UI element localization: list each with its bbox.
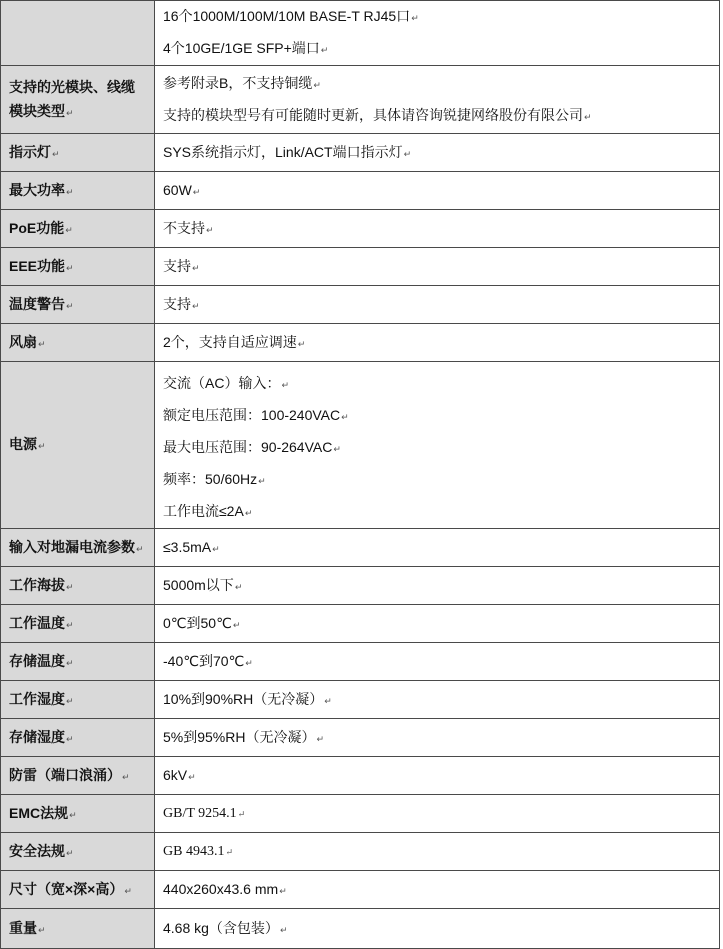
- paragraph-mark: ↵: [225, 846, 233, 857]
- paragraph-mark: ↵: [66, 733, 74, 744]
- paragraph-mark: ↵: [38, 441, 46, 451]
- spec-row: [1, 172, 720, 210]
- spec-value-cell: [155, 172, 720, 210]
- paragraph-mark: ↵: [245, 657, 253, 668]
- paragraph-mark: ↵: [65, 224, 73, 235]
- spec-value-text: -40℃到70℃: [163, 652, 245, 669]
- spec-value-line: [163, 100, 711, 132]
- spec-value-cell: [155, 567, 720, 605]
- spec-row: [1, 134, 720, 172]
- spec-value-line: [163, 400, 711, 432]
- paragraph-mark: ↵: [66, 186, 74, 197]
- spec-label: 工作海拔: [9, 576, 65, 593]
- spec-row: [1, 833, 720, 871]
- spec-label: 最大功率: [9, 181, 65, 198]
- spec-label: 风扇: [9, 333, 37, 350]
- spec-value-line: [163, 327, 711, 359]
- spec-label: 尺寸（宽×深×高）: [9, 880, 124, 897]
- spec-label-cell: [1, 1, 155, 66]
- spec-value-text: 最大电压范围：90-264VAC: [163, 439, 333, 455]
- paragraph-mark: ↵: [52, 148, 60, 159]
- spec-value-text: 不支持: [163, 219, 205, 236]
- spec-value-line: [163, 368, 711, 400]
- spec-value-text: 60W: [163, 181, 192, 198]
- paragraph-mark: ↵: [192, 300, 200, 311]
- spec-label-cell: [1, 172, 155, 210]
- spec-label-cell: [1, 362, 155, 529]
- spec-label: 支持的光模块、线缆模块类型: [9, 78, 135, 119]
- spec-value-text: ≤3.5mA: [163, 538, 212, 555]
- spec-value-line: [163, 464, 711, 496]
- spec-label-cell: [1, 795, 155, 833]
- spec-value-text: 交流（AC）输入：: [163, 375, 281, 391]
- spec-value-text: 4个10GE/1GE SFP+端口: [163, 40, 320, 56]
- spec-value-line: [163, 432, 711, 464]
- spec-label: 指示灯: [9, 143, 51, 160]
- paragraph-mark: ↵: [324, 695, 332, 706]
- paragraph-mark: ↵: [38, 924, 46, 935]
- paragraph-mark: ↵: [66, 847, 74, 858]
- spec-value-cell: [155, 286, 720, 324]
- paragraph-mark: ↵: [320, 45, 329, 55]
- spec-row: [1, 605, 720, 643]
- spec-value-text: GB 4943.1: [163, 843, 225, 859]
- paragraph-mark: ↵: [66, 657, 74, 668]
- spec-label-cell: [1, 643, 155, 681]
- paragraph-mark: ↵: [66, 695, 74, 706]
- spec-value-cell: [155, 871, 720, 909]
- spec-table-body: [1, 1, 720, 949]
- spec-label-cell: [1, 529, 155, 567]
- spec-row: [1, 529, 720, 567]
- paragraph-mark: ↵: [212, 543, 220, 554]
- spec-value-cell: [155, 210, 720, 248]
- paragraph-mark: ↵: [237, 808, 246, 819]
- spec-value-line: [163, 646, 711, 678]
- spec-value-cell: [155, 643, 720, 681]
- spec-value-cell: [155, 248, 720, 286]
- spec-row: [1, 681, 720, 719]
- spec-label-cell: [1, 210, 155, 248]
- spec-value-cell: [155, 833, 720, 871]
- spec-value-text: 440x260x43.6 mm: [163, 880, 279, 897]
- paragraph-mark: ↵: [69, 809, 77, 820]
- spec-label-cell: [1, 757, 155, 795]
- spec-label-cell: [1, 248, 155, 286]
- spec-value-cell: [155, 757, 720, 795]
- paragraph-mark: ↵: [341, 412, 349, 422]
- spec-value-line: [163, 570, 711, 602]
- paragraph-mark: ↵: [66, 107, 74, 118]
- spec-label-cell: [1, 909, 155, 949]
- spec-value-text: 频率：50/60Hz: [163, 471, 258, 487]
- spec-row: [1, 567, 720, 605]
- paragraph-mark: ↵: [124, 885, 132, 896]
- spec-value-cell: [155, 66, 720, 134]
- spec-value-line: [163, 251, 711, 283]
- spec-value-line: [163, 532, 711, 564]
- spec-value-line: [163, 608, 711, 640]
- paragraph-mark: ↵: [188, 771, 196, 782]
- spec-value-cell: [155, 324, 720, 362]
- paragraph-mark: ↵: [313, 79, 321, 90]
- spec-label-cell: [1, 324, 155, 362]
- spec-value-text: 4.68 kg（含包装）: [163, 919, 279, 936]
- spec-label-cell: [1, 567, 155, 605]
- spec-value-cell: [155, 529, 720, 567]
- spec-value-cell: [155, 605, 720, 643]
- spec-row: [1, 643, 720, 681]
- spec-row: [1, 324, 720, 362]
- paragraph-mark: ↵: [192, 262, 200, 273]
- spec-label: 安全法规: [9, 842, 65, 859]
- spec-value-text: GB/T 9254.1: [163, 805, 237, 821]
- spec-label: 重量: [9, 919, 37, 936]
- spec-label-cell: [1, 66, 155, 134]
- spec-label-cell: [1, 833, 155, 871]
- spec-value-line: [163, 799, 711, 829]
- spec-label: 工作湿度: [9, 690, 65, 707]
- spec-value-text: 5%到95%RH（无冷凝）: [163, 728, 316, 745]
- spec-label: 工作温度: [9, 614, 65, 631]
- spec-value-text: 支持: [163, 295, 191, 312]
- spec-value-line: [163, 68, 711, 100]
- spec-row: [1, 795, 720, 833]
- spec-row: [1, 362, 720, 529]
- paragraph-mark: ↵: [136, 543, 144, 554]
- paragraph-mark: ↵: [403, 148, 412, 159]
- spec-label: 防雷（端口浪涌）: [9, 766, 121, 783]
- spec-value-text: 参考附录B，不支持铜缆: [163, 74, 313, 91]
- spec-label: EEE功能: [9, 257, 66, 274]
- spec-value-line: [163, 837, 711, 867]
- paragraph-mark: ↵: [232, 619, 241, 630]
- paragraph-mark: ↵: [244, 508, 253, 518]
- spec-value-text: 5000m以下: [163, 576, 234, 593]
- spec-value-cell: [155, 909, 720, 949]
- spec-value-cell: [155, 134, 720, 172]
- spec-value-line: [163, 874, 711, 906]
- spec-label: 存储湿度: [9, 728, 65, 745]
- paragraph-mark: ↵: [297, 338, 306, 349]
- paragraph-mark: ↵: [38, 338, 46, 349]
- spec-label-cell: [1, 871, 155, 909]
- spec-value-line: [163, 33, 711, 65]
- spec-value-cell: [155, 719, 720, 757]
- spec-row: [1, 248, 720, 286]
- spec-value-text: 0℃到50℃: [163, 614, 232, 631]
- spec-value-text: SYS系统指示灯，Link/ACT端口指示灯: [163, 143, 403, 160]
- spec-value-line: [163, 213, 711, 245]
- spec-row: [1, 286, 720, 324]
- paragraph-mark: ↵: [66, 300, 74, 311]
- spec-row: [1, 719, 720, 757]
- spec-value-text: 10%到90%RH（无冷凝）: [163, 690, 324, 707]
- paragraph-mark: ↵: [279, 885, 287, 896]
- spec-label: 温度警告: [9, 295, 65, 312]
- paragraph-mark: ↵: [333, 444, 341, 454]
- spec-value-line: [163, 684, 711, 716]
- spec-value-text: 16个1000M/100M/10M BASE-T RJ45口: [163, 8, 411, 24]
- paragraph-mark: ↵: [206, 224, 214, 235]
- paragraph-mark: ↵: [122, 771, 130, 782]
- spec-value-line: [163, 175, 711, 207]
- spec-label: PoE功能: [9, 219, 65, 236]
- spec-value-line: [163, 722, 711, 754]
- spec-row: [1, 1, 720, 66]
- spec-value-text: 支持的模块型号有可能随时更新，具体请咨询锐捷网络股份有限公司: [163, 106, 583, 123]
- spec-value-cell: [155, 681, 720, 719]
- paragraph-mark: ↵: [66, 262, 74, 273]
- paragraph-mark: ↵: [66, 619, 74, 630]
- spec-label: 输入对地漏电流参数: [9, 538, 135, 555]
- spec-label: EMC法规: [9, 804, 69, 821]
- spec-value-text: 工作电流≤2A: [163, 503, 244, 519]
- spec-value-text: 6kV: [163, 766, 188, 783]
- spec-value-text: 2个，支持自适应调速: [163, 333, 297, 350]
- spec-row: [1, 909, 720, 949]
- spec-value-line: [163, 760, 711, 792]
- spec-label-cell: [1, 134, 155, 172]
- paragraph-mark: ↵: [279, 924, 288, 935]
- spec-label-cell: [1, 605, 155, 643]
- spec-row: [1, 757, 720, 795]
- spec-value-text: 额定电压范围：100-240VAC: [163, 407, 341, 423]
- spec-value-line: [163, 913, 711, 945]
- spec-row: [1, 66, 720, 134]
- spec-label: 电源: [9, 436, 37, 452]
- spec-value-cell: [155, 795, 720, 833]
- spec-value-line: [163, 1, 711, 33]
- spec-label: 存储温度: [9, 652, 65, 669]
- spec-value-line: [163, 496, 711, 528]
- spec-label-cell: [1, 719, 155, 757]
- spec-value-cell: [155, 362, 720, 529]
- paragraph-mark: ↵: [584, 111, 592, 122]
- paragraph-mark: ↵: [258, 476, 266, 486]
- paragraph-mark: ↵: [411, 13, 419, 23]
- spec-label-cell: [1, 286, 155, 324]
- spec-value-cell: [155, 1, 720, 66]
- paragraph-mark: ↵: [281, 380, 289, 390]
- spec-value-line: [163, 137, 711, 169]
- paragraph-mark: ↵: [192, 186, 201, 197]
- spec-row: [1, 210, 720, 248]
- spec-value-text: 支持: [163, 257, 191, 274]
- spec-row: [1, 871, 720, 909]
- spec-label-cell: [1, 681, 155, 719]
- paragraph-mark: ↵: [234, 581, 243, 592]
- spec-value-line: [163, 289, 711, 321]
- paragraph-mark: ↵: [66, 581, 74, 592]
- paragraph-mark: ↵: [316, 733, 325, 744]
